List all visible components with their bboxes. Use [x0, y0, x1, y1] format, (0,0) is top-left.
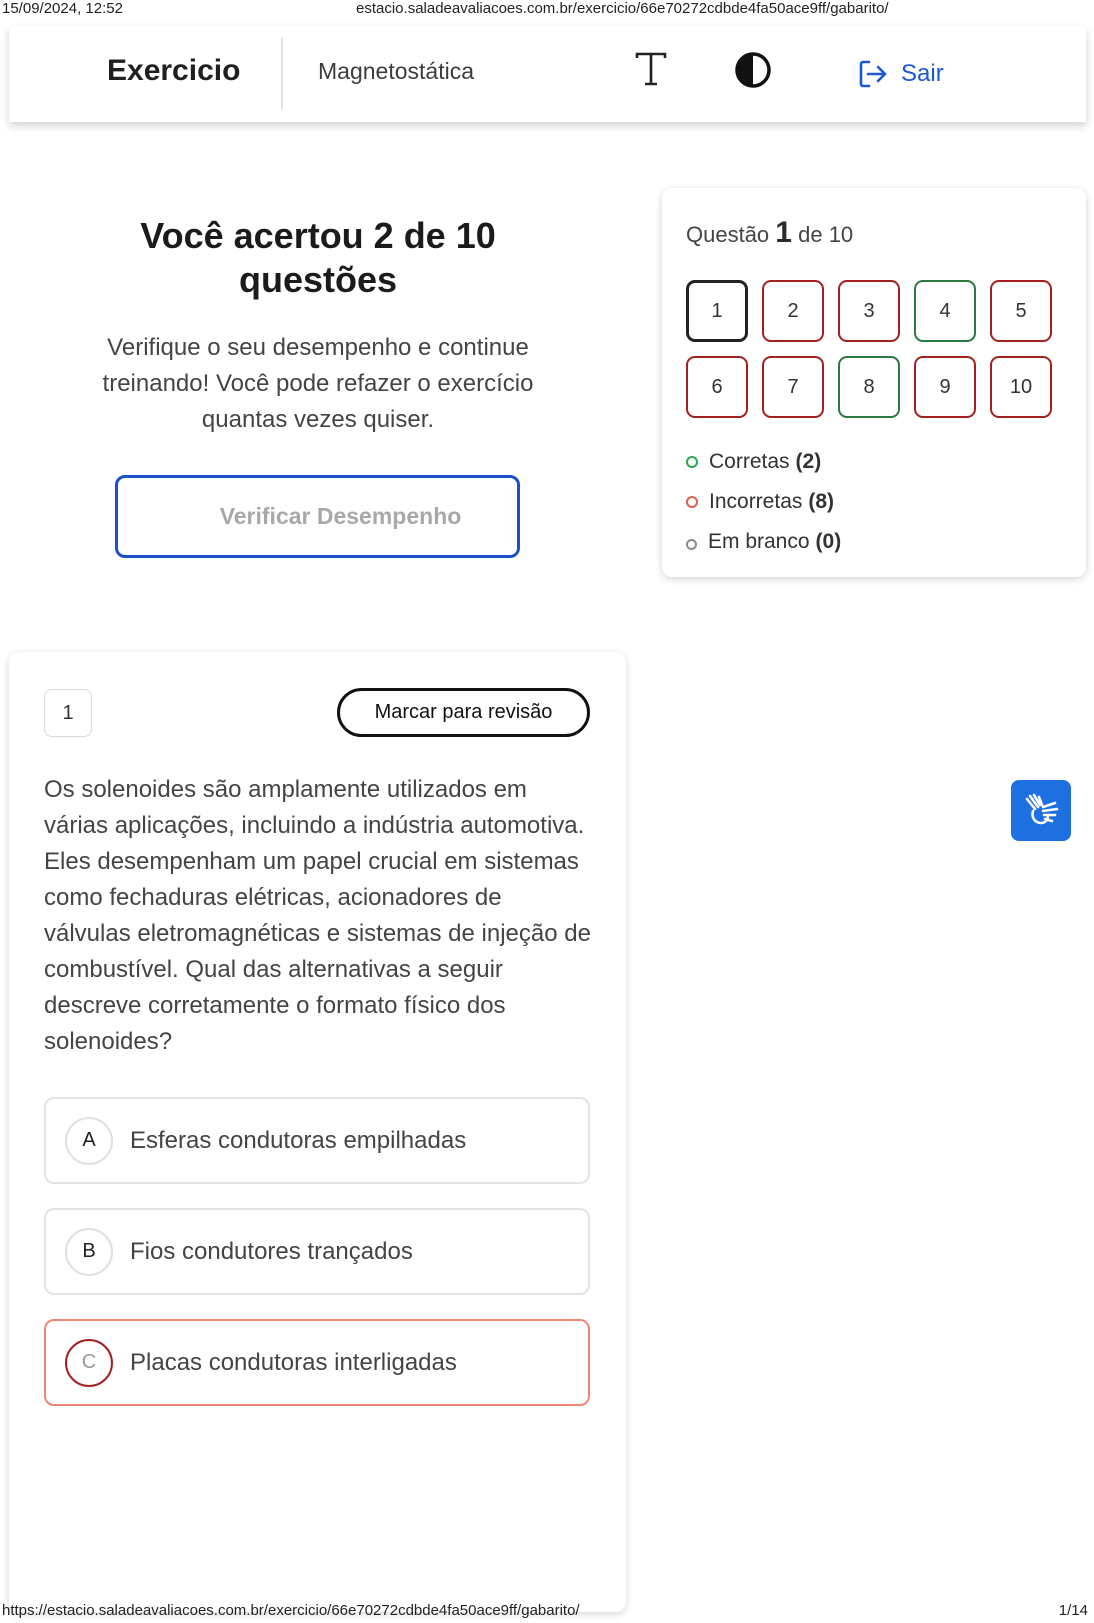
question-button-5[interactable]: 5 [990, 280, 1052, 342]
question-button-6[interactable]: 6 [686, 356, 748, 418]
legend-incorrect [686, 482, 841, 522]
question-text: Os solenoides são amplamente utilizados em várias aplicações, incluindo a indústria automotiva. Eles desempenham um papel crucial em sistemas como fechaduras elétricas, acionadores de válvulas eletromagnéticas e sistemas de injeção de combustível. Qual das alternativas a seguir descreve corretamente o formato físico dos solenoides? [44, 776, 591, 1055]
print-page-counter: 1/14 [1058, 1602, 1088, 1619]
alternative-letter: B [65, 1228, 113, 1276]
mark-for-review-button[interactable]: Marcar para revisão [337, 688, 590, 737]
question-button-1[interactable]: 1 [686, 280, 748, 342]
navigator-current-number: 1 [775, 216, 792, 249]
subject-title: Magnetostática [318, 58, 474, 84]
question-navigator [662, 188, 1086, 577]
app-topbar [9, 26, 1086, 122]
question-number-badge: 1 [44, 689, 92, 737]
navigator-heading [686, 216, 853, 250]
brand-title: Exercicio [107, 54, 241, 87]
logout-label: Sair [901, 60, 944, 87]
font-size-button[interactable] [631, 48, 671, 92]
logout-icon [857, 58, 889, 90]
legend-correct [686, 442, 841, 482]
legend-incorrect-label: Incorretas [709, 490, 803, 513]
alternative-text: Esferas condutoras empilhadas [130, 1126, 467, 1154]
contrast-button[interactable] [733, 50, 773, 90]
alternative-c[interactable] [44, 1319, 590, 1406]
verify-performance-button[interactable]: Verificar Desempenho [115, 475, 520, 558]
legend-blank-label: Em branco [708, 530, 810, 553]
print-url-header: estacio.saladeavaliacoes.com.br/exercicio/66e70272cdbde4fa50ace9ff/gabarito/ [356, 0, 889, 17]
topbar-divider [281, 38, 283, 110]
sign-language-button[interactable] [1011, 780, 1071, 841]
incorrect-dot-icon [686, 496, 698, 508]
alternative-a[interactable] [44, 1097, 590, 1184]
blank-dot-icon [686, 539, 697, 550]
alternative-text: Placas condutoras interligadas [130, 1348, 457, 1376]
sign-language-icon [1021, 791, 1061, 831]
alternative-text: Fios condutores trançados [130, 1237, 413, 1265]
question-button-8[interactable]: 8 [838, 356, 900, 418]
print-url-footer: https://estacio.saladeavaliacoes.com.br/exercicio/66e70272cdbde4fa50ace9ff/gabarito/ [2, 1602, 580, 1619]
question-button-3[interactable]: 3 [838, 280, 900, 342]
question-button-7[interactable]: 7 [762, 356, 824, 418]
legend-correct-label: Corretas [709, 450, 790, 473]
question-button-9[interactable]: 9 [914, 356, 976, 418]
question-card [9, 652, 626, 1612]
print-datetime: 15/09/2024, 12:52 [2, 0, 123, 17]
score-subtitle: Verifique o seu desempenho e continue treinando! Você pode refazer o exercício quantas vezes quiser. [102, 334, 534, 433]
contrast-icon [733, 50, 773, 90]
question-button-10[interactable]: 10 [990, 356, 1052, 418]
logout-button[interactable] [857, 54, 944, 94]
alternative-letter: C [65, 1339, 113, 1387]
question-button-2[interactable]: 2 [762, 280, 824, 342]
alternative-letter: A [65, 1117, 113, 1165]
legend-correct-count: (2) [795, 450, 822, 473]
status-legend [686, 442, 841, 562]
correct-dot-icon [686, 456, 698, 468]
legend-incorrect-count: (8) [808, 490, 835, 513]
score-title: Você acertou 2 de 10 questões [140, 215, 496, 300]
legend-blank-count: (0) [815, 530, 842, 553]
print-footer [0, 1602, 1094, 1622]
navigator-heading-prefix: Questão [686, 222, 770, 247]
question-button-4[interactable]: 4 [914, 280, 976, 342]
legend-blank [686, 522, 841, 562]
alternative-b[interactable] [44, 1208, 590, 1295]
font-size-icon [631, 48, 671, 92]
navigator-heading-suffix: de 10 [798, 222, 854, 247]
print-header [0, 0, 1094, 20]
